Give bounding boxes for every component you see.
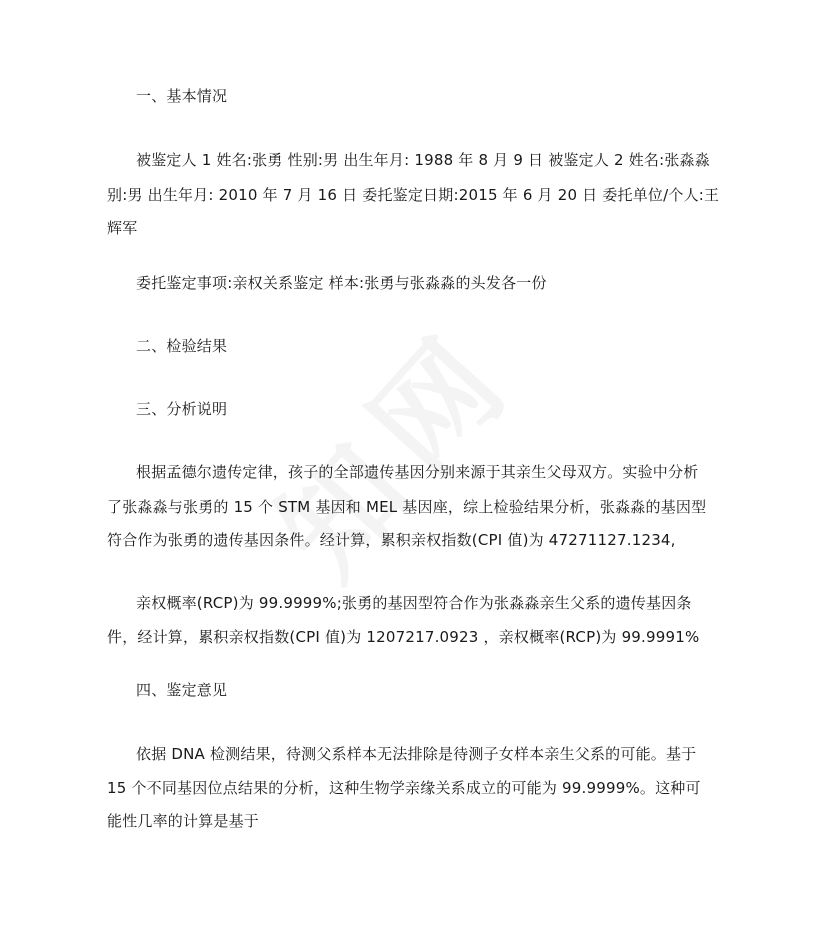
analysis-para-line-1: 根据孟德尔遗传定律，孩子的全部遗传基因分别来源于其亲生父母双方。实验中分析	[136, 463, 699, 481]
basic-para-line-2: 别:男 出生年月: 2010 年 7 月 16 日 委托鉴定日期:2015 年 6 月 20 日 委托单位/个人:王	[107, 186, 720, 204]
watermark	[232, 284, 547, 607]
matter-line: 委托鉴定事项:亲权关系鉴定 样本:张勇与张淼淼的头发各一份	[136, 274, 547, 292]
basic-para-line-1: 被鉴定人 1 姓名:张勇 性别:男 出生年月: 1988 年 8 月 9 日 被鉴定人 2 姓名:张淼淼	[136, 151, 710, 169]
opinion-para-line-3: 能性几率的计算是基于	[107, 812, 260, 830]
section-heading-analysis: 三、分析说明	[136, 400, 228, 418]
section-heading-result: 二、检验结果	[136, 337, 228, 355]
basic-para-line-3: 辉军	[107, 219, 138, 237]
opinion-para-line-2: 15 个不同基因位点结果的分析，这种生物学亲缘关系成立的可能为 99.9999%。这种可	[107, 779, 701, 797]
opinion-para-line-1: 依据 DNA 检测结果，待测父系样本无法排除是待测子女样本亲生父系的可能。基于	[136, 745, 697, 763]
section-heading-basic: 一、基本情况	[136, 87, 228, 105]
section-heading-opinion: 四、鉴定意见	[136, 681, 228, 699]
rcp-para-line-2: 件，经计算，累积亲权指数(CPI 值)为 1207217.0923 ，亲权概率(RCP)为 99.9991%	[107, 628, 700, 646]
analysis-para-line-3: 符合作为张勇的遗传基因条件。经计算，累积亲权指数(CPI 值)为 47271127.1234,	[107, 531, 676, 549]
analysis-para-line-2: 了张淼淼与张勇的 15 个 STM 基因和 MEL 基因座，综上检验结果分析，张淼淼的基因型	[107, 498, 707, 516]
rcp-para-line-1: 亲权概率(RCP)为 99.9999%;张勇的基因型符合作为张淼淼亲生父系的遗传基因条	[136, 594, 692, 612]
